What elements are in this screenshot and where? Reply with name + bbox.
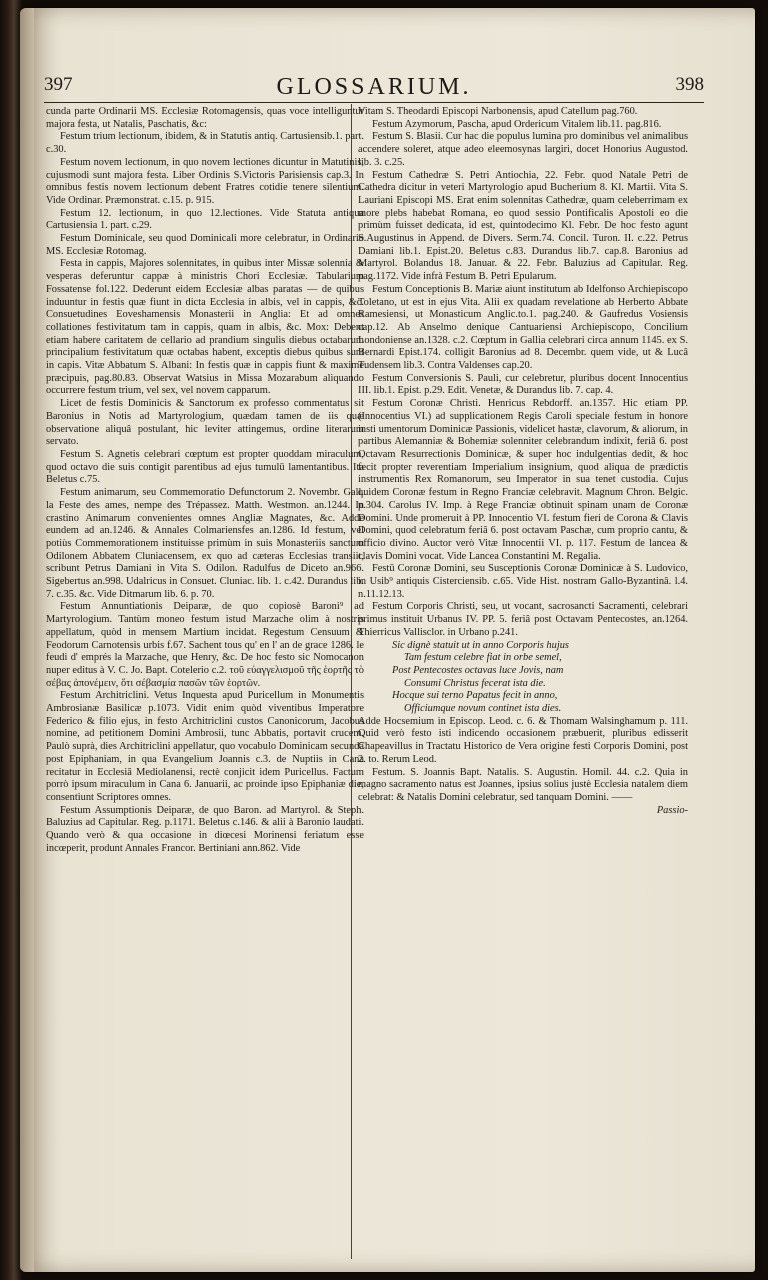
glossary-paragraph: Festum animarum, seu Commemoratio Defunctorum 2. Novembr. Gall. la Feste des ames, nempe des Trépassez. Matth. Westmon. an.1244. In crastino Animarum convenientes omnes Angliæ Magnates, &c. Adde eundem ad an.1246. & Annales Colmariensfes an.1286. Id festum, vel potiùs Commemorationem instituisse primùm in suis Monasteriis sanctum Odilonem Abbatem Cluniacensem, ex quo ad cæteras Ecclesias transiit, scribunt Petrus Damiani in Vita S. Odilon. Radulfus de Diceto an.966. Sigebertus an.998. Udalricus in Consuet. Cluniac. lib. 1. c.42. Durandus lib. 7. c.35. &c. Vide Ditmarum lib. 6. p. 70. xyxy=(46,487,364,600)
glossary-paragraph: Festum Annuntiationis Deiparæ, de quo copiosè Baroni⁹ ad Martyrologium. Tantùm moneo festum istud Marzache olim à nostris appellatum, quòd in mensem Martium incidat. Regestum Censuum & Feodorum Carnotensis urbis f.67. Sachent tous qu' en l' an de grace 1286. le feudi d' emprés la Marzache, que Henry, &c. De hoc festo sic Nomocanon nuper editus à V. C. Jo. Bapt. Cotelerio c.2. τοῦ εὐαγγελισμοῦ τῆς ἑορτῆς τὸ σέβας ἀπονέμειν, ὅτι σέβασμία πασῶν τῶν ἑορτῶν. xyxy=(46,601,364,689)
glossary-paragraph: Officiumque novum continet ista dies. xyxy=(404,703,562,715)
glossary-paragraph: Festum trium lectionum, ibidem, & in Statutis antiq. Cartusiensib.1. part. c.30. xyxy=(46,131,364,156)
glossary-paragraph: Festum S. Agnetis celebrari cœptum est propter quoddam miraculum, quod octavo die suis contigit parentibus ad ejus tumulū lamentantibus. Ita Beletus c.75. xyxy=(46,448,364,486)
glossary-paragraph: Tam festum celebre fiat in orbe semel, xyxy=(404,652,562,664)
glossary-paragraph: Festum. S. Joannis Bapt. Natalis. S. Augustin. Homil. 44. c.2. Quia in magno sacramento natus est Joannes, ipsius solius justè Ecclesia natalem diem celebrat: & Natalis Domini celebratur, sed tanquam Domini. —— xyxy=(358,766,688,803)
glossary-paragraph: Licet de festis Dominicis & Sanctorum ex professo commentatus sit Baronius in Notis ad Martyrologium, quædam tamen de iis quæ observatione aliquâ postulant, hic leviter attingemus, ordine literarum servato. xyxy=(46,398,364,448)
glossary-paragraph: Festum Conversionis S. Pauli, cur celebretur, pluribus docent Innocentius III. lib.1. Epist. p.29. Edit. Venetæ, & Durandus lib. 7. cap. 4. xyxy=(358,372,688,397)
glossary-paragraph: Post Pentecostes octavas luce Jovis, nam xyxy=(392,664,564,676)
glossary-paragraph: Vitam S. Theodardi Episcopi Narbonensis, apud Catellum pag.760. xyxy=(358,106,638,117)
glossary-paragraph: Festum Dominicale, seu quod Dominicali more celebratur, in Ordinario MS. Ecclesiæ Rotomag. xyxy=(46,233,364,257)
glossary-paragraph: Festum Assumptionis Deiparæ, de quo Baron. ad Martyrol. & Steph. Baluzius ad Capitular. Reg. p.1171. Beletus c.146. & alii à Baronio laudati. Quando verò & qua occasione in diœcesi Morinensi feriatum esse incœperit, produnt Annales Francor. Bertiniani ann.862. Vide xyxy=(46,804,364,854)
glossary-paragraph: Festa in cappis, Majores solennitates, in quibus inter Missæ solennia & vesperas deferuntur cappæ à ministris Chori Ecclesiæ. Tabularium Fossatense fol.122. Dederunt eidem Ecclesiæ albas paratas — de quibus induuntur in festis quæ fiunt in dicta Ecclesia in albis, vel in cappis, &c. Consuetudines Eoveshamensis Monasterii in Anglia: Et ad omnes collationes festivitatum tam in cappis, quam in albis, &c. Mox: Debent etiam habere caritatem de cellario ad prandium singulis diebus octabarum principalium festivitatum quæ octabas habent, exceptis diebus quibus sunt in capis. Vitæ Abbatum S. Albani: In festis quæ in cappis fiunt & maxime præcipuis, pag.80.83. Observat Watsius in Missa Mozarabum aliquando occurrere festum trium, vel sex, vel novem capparum. xyxy=(46,258,364,397)
glossary-paragraph: Festum novem lectionum, in quo novem lectiones dicuntur in Matutinis, cujusmodi sunt majora festa. Liber Ordinis S.Victoris Parisiensis cap.3. In omnibus festis novem lectionum debent Fratres cotidie tenere silentium. Vide Ordinar. Præmonstrat. c.15. p. 915. xyxy=(46,156,364,206)
glossary-paragraph: Adde Hocsemium in Episcop. Leod. c. 6. & Thomam Walsinghamum p. 111. Quid verò festo isti indicendo occasionem præbuerit, pluribus edisserit Chapeavillus in Tractatu Historico de Vera origine festi Corporis Domini, post 2. to. Rerum Leod. xyxy=(358,715,688,765)
glossary-paragraph: Hocque sui terno Papatus fecit in anno, xyxy=(392,690,558,702)
running-header xyxy=(44,74,704,102)
glossary-paragraph: Festum Azymorum, Pascha, apud Ordericum Vitalem lib.11. pag.816. xyxy=(372,118,662,130)
glossary-paragraph: Festum Cathedræ S. Petri Antiochia, 22. Febr. quod Natale Petri de Cathedra dicitur in veteri Martyrologio apud Bucherium 8. Kl. Martii. Vita S. Lauriani Episcopi MS. Erat enim solennitas Cathedræ, quam celeberrimam ex more plebs habebat Romana, eo quod sessio Pontificalis Apostoli eo die primùm fuisset dedicata, id est, quintodecimo Kl. Febr. De hoc festo agunt S.Augustinus in Append. de Divers. Serm.74. Concil. Turon. II. c.22. Petrus Damiani lib.1. Epist.20. Beletus c.83. Durandus lib.7. cap.8. Baronius ad Martyrol. Bolandus 18. Januar. & 22. Febr. Baluzius ad Capitular. Reg. pag.1172. Vide infrà Festum B. Petri Epularum. xyxy=(358,169,688,283)
glossary-paragraph: Festum Architriclini. Vetus Inquesta apud Puricellum in Monumentis Ambrosianæ Basilicæ p.1073. Vidit enim quòd viventibus Imperatore Federico & filio ejus, in festo Architriclini custos Canonicorum, Jacobus nomine, ad petitionem Domini Ambrosii, tunc Abbatis, portavit crucem. Paulò suprà, dies Architriclini appellatur, quo vocabulo Dominicam secundâ post Epiphaniam, in qua Evangelium Joannis c.3. de Nuptiis in Cana recitatur in Ecclesiâ Mediolanensi, rectè conjicit idem Puricellus. Factum porrò ipsum miraculum in Cana 6. Januarii, ac proinde ipso Epiphaniæ die, consentiunt Scriptores omnes. xyxy=(46,690,364,803)
page-title: GLOSSARIUM. xyxy=(276,74,472,100)
right-column xyxy=(358,106,688,1266)
glossary-paragraph: Festum S. Blasii. Cur hac die populus lumina pro dominibus vel animalibus accendere soleret, atque adeo eleemosynas largiri, docet Honorius Augustod. lib. 3. c.25. xyxy=(358,131,688,168)
page-number-right: 398 xyxy=(675,74,704,95)
glossary-paragraph: Festum 12. lectionum, in quo 12.lectiones. Vide Statuta antiqua Cartusiensia 1. part. c.29. xyxy=(46,207,364,232)
header-rule xyxy=(44,102,704,103)
catchword: Passio- xyxy=(656,804,688,816)
left-column xyxy=(46,106,364,1266)
glossary-paragraph: Festum Corporis Christi, seu, ut vocant, sacrosancti Sacramenti, celebrari primus instituit Urbanus IV. PP. 5. feriâ post Octavam Pentecostes, an.1264. Thierricus Vallisclor. in Urbano p.241. xyxy=(358,601,688,638)
glossary-paragraph: Consumi Christus fecerat ista die. xyxy=(404,677,546,689)
page-number-left: 397 xyxy=(44,74,73,95)
glossary-paragraph: Festum Coronæ Christi. Henricus Rebdorff. an.1357. Hic etiam PP. (Innocentius VI.) ad supplicationem Regis Caroli speciale festum in honore insti umentorum Dominicæ Passionis, videlicet hastæ, clavorum, & aliorum, in partibus Alemanniæ & Bohemiæ solenniter celebrandum indixit, feriâ 6. post Octavam Resurrectionis Dominicæ, & super hoc indulgentias dedit, & hoc fecit propter reverentiam Imperialium insignium, quod aliqua de prædictis instrumentis Rex Romanorum, seu Imperator in sua tenet custodia. Cujus quidem Coronæ festum in Regno Franciæ celebravit. Magnum Chron. Belgic. p.304. Carolus IV. Imp. à Rege Franciæ obtinuit spinam unam de Coronæ Domini. Unde promeruit à PP. Innocentio VI. festum fieri de Corona & Clavis Domini, quod celebratum feriâ 6. post octavam Paschæ, cum proprio cantu, & officio divino. Auctor verò Vitæ Innocentii VI. p. 117. Festum de lancea & clavis Domini vocat. Vide Lancea Constantini M. Regalia. xyxy=(358,398,688,562)
glossary-paragraph: Festū Coronæ Domini, seu Susceptionis Coronæ Dominicæ à S. Ludovico, in Usib⁹ antiquis Cisterciensib. c.65. Vide Hist. nostram Gallo-Byzantinâ. l.4. n.11.12.13. xyxy=(358,563,688,600)
glossary-paragraph: Sic dignè statuit ut in anno Corporis hujus xyxy=(392,639,569,651)
glossary-paragraph: Festum Conceptionis B. Mariæ aiunt institutum ab Idelfonso Archiepiscopo Toletano, ut est in ejus Vita. Alii ex quadam revelatione ab Herberto Abbate Ramesiensi, ut Monasticum Anglic.to.1. pag.240. & Gaufredus Vosiensis cap.12. Ab Anselmo denique Cantuariensi Archiepiscopo, Concilium Londoniense an.1328. c.2. Cœptum in Gallia celebrari circa annum 1145. ex S. Bernardi Epist.174. colligit Baronius ad 8. Decembr. quem vide, ut & Lucâ Tudensem lib.3. Contra Valdenses cap.20. xyxy=(358,283,688,372)
glossary-paragraph: cunda parte Ordinarii MS. Ecclesiæ Rotomagensis, quas voce intelliguntur majora festa, ut Natalis, Paschatis, &c: xyxy=(46,106,364,130)
page-gutter xyxy=(20,8,34,1272)
